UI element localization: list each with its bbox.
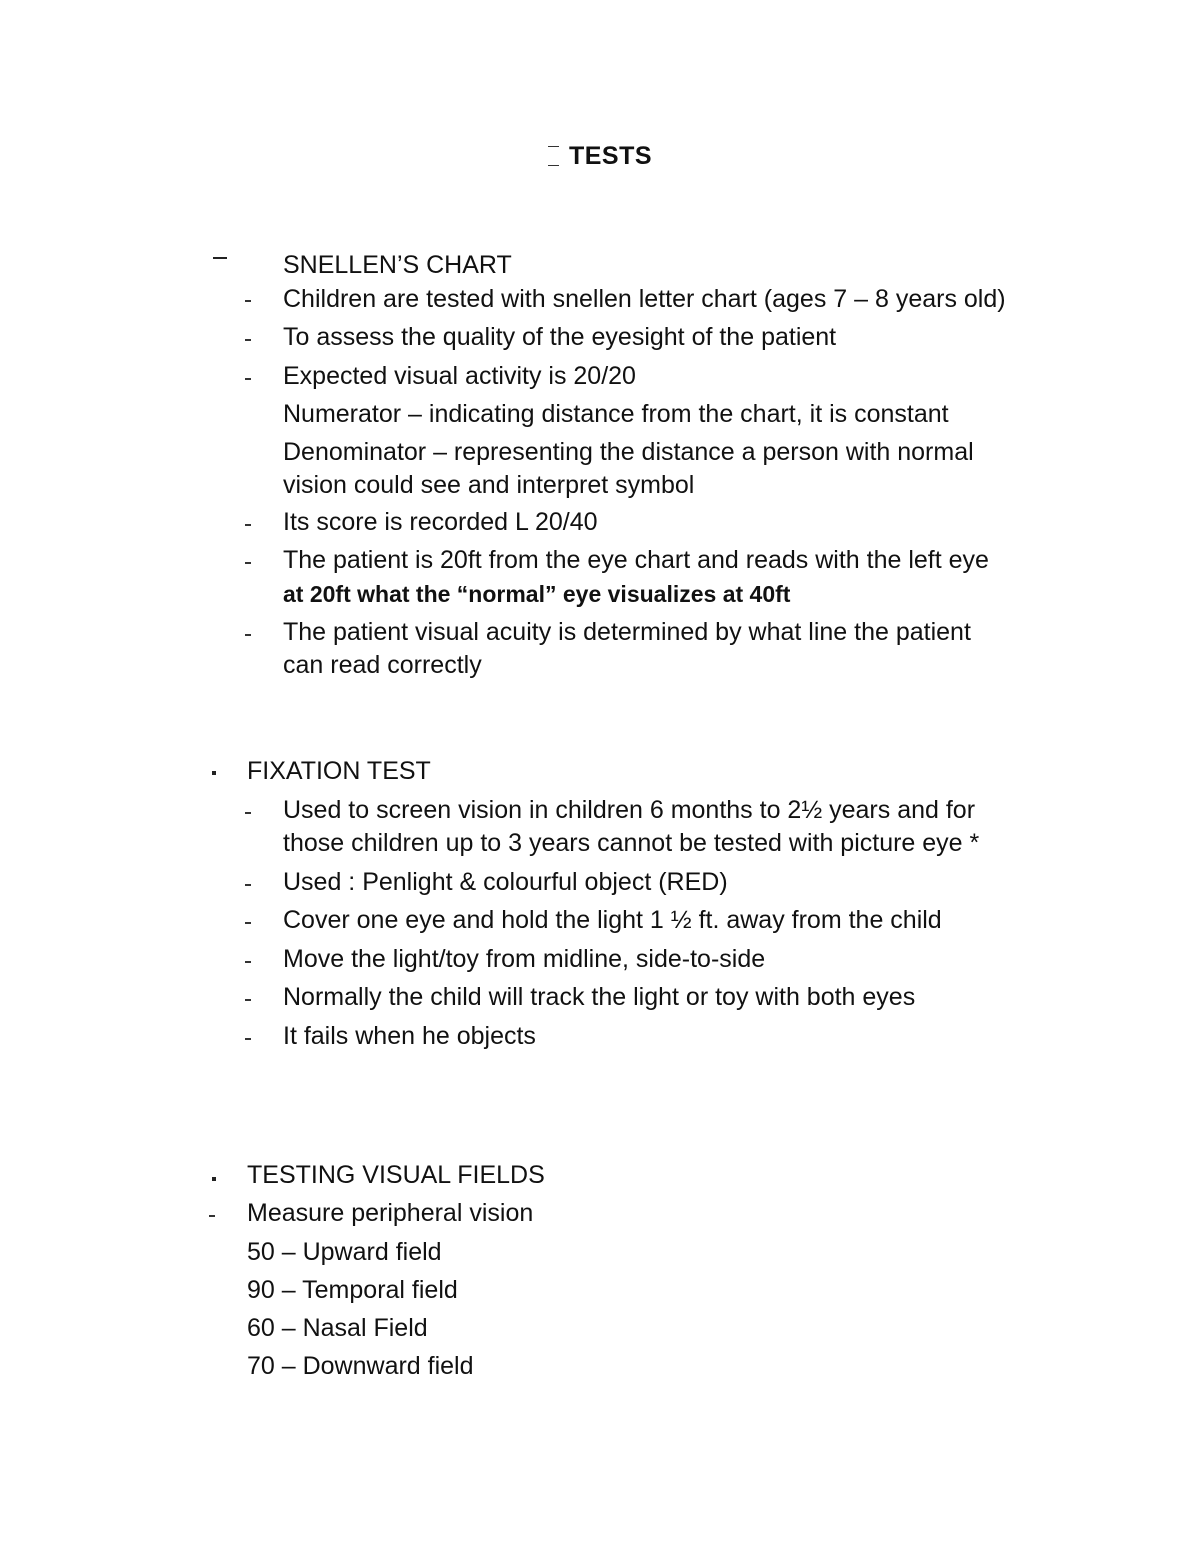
fixation-heading: FIXATION TEST xyxy=(247,757,431,785)
dash-bullet-icon xyxy=(209,1215,215,1217)
dash-bullet-icon xyxy=(245,562,251,564)
numerator-text: Numerator – indicating distance from the chart, it is constant xyxy=(283,400,949,428)
dash-bullet-icon xyxy=(245,634,251,636)
dash-bullet-icon xyxy=(245,339,251,341)
fixation-item: Move the light/toy from midline, side-to-side xyxy=(283,945,766,973)
visual-fields-heading: TESTING VISUAL FIELDS xyxy=(247,1161,545,1189)
snellen-item: Expected visual activity is 20/20 xyxy=(283,362,636,390)
fixation-used-cont: those children up to 3 years cannot be tested with picture eye * xyxy=(283,829,980,857)
visual-field-row: 70 – Downward field xyxy=(247,1352,474,1380)
snellen-score: Its score is recorded L 20/40 xyxy=(283,508,598,536)
snellen-patient-cont: at 20ft what the “normal” eye visualizes at 40ft xyxy=(283,581,791,607)
placeholder-glyph-icon xyxy=(548,146,559,166)
snellen-acuity: The patient visual acuity is determined by what line the patient xyxy=(283,618,971,646)
title-text: TESTS xyxy=(568,142,653,170)
fixation-item: It fails when he objects xyxy=(283,1022,536,1050)
fixation-used: Used to screen vision in children 6 months to 2½ years and for xyxy=(283,796,976,824)
snellen-acuity-cont: can read correctly xyxy=(283,651,482,679)
fixation-item: Cover one eye and hold the light 1 ½ ft. away from the child xyxy=(283,906,942,934)
dash-bullet-icon xyxy=(245,378,251,380)
visual-field-row: 60 – Nasal Field xyxy=(247,1314,428,1342)
fixation-item: Used : Penlight & colourful object (RED) xyxy=(283,868,728,896)
visual-field-row: 90 – Temporal field xyxy=(247,1276,458,1304)
dash-bullet-icon xyxy=(245,999,251,1001)
visual-fields-measure: Measure peripheral vision xyxy=(247,1199,534,1227)
snellen-item: Children are tested with snellen letter chart (ages 7 – 8 years old) xyxy=(283,285,1006,313)
visual-field-row: 50 – Upward field xyxy=(247,1238,442,1266)
fixation-item: Normally the child will track the light or toy with both eyes xyxy=(283,983,916,1011)
square-bullet-icon xyxy=(212,771,216,775)
dash-bullet-icon xyxy=(245,812,251,814)
dash-bullet-icon xyxy=(245,922,251,924)
denominator-text: Denominator – representing the distance a person with normal xyxy=(283,438,974,466)
page-title xyxy=(0,142,1200,171)
dash-bullet-icon xyxy=(245,1038,251,1040)
denominator-text-cont: vision could see and interpret symbol xyxy=(283,471,695,499)
dash-bullet-icon xyxy=(245,300,251,302)
dash-bullet-icon xyxy=(245,884,251,886)
dash-bullet-icon xyxy=(213,257,227,259)
square-bullet-icon xyxy=(212,1177,216,1181)
dash-bullet-icon xyxy=(245,524,251,526)
dash-bullet-icon xyxy=(245,961,251,963)
snellen-patient: The patient is 20ft from the eye chart and reads with the left eye xyxy=(283,546,989,574)
snellen-item: To assess the quality of the eyesight of the patient xyxy=(283,323,837,351)
snellen-heading: SNELLEN’S CHART xyxy=(283,251,512,279)
